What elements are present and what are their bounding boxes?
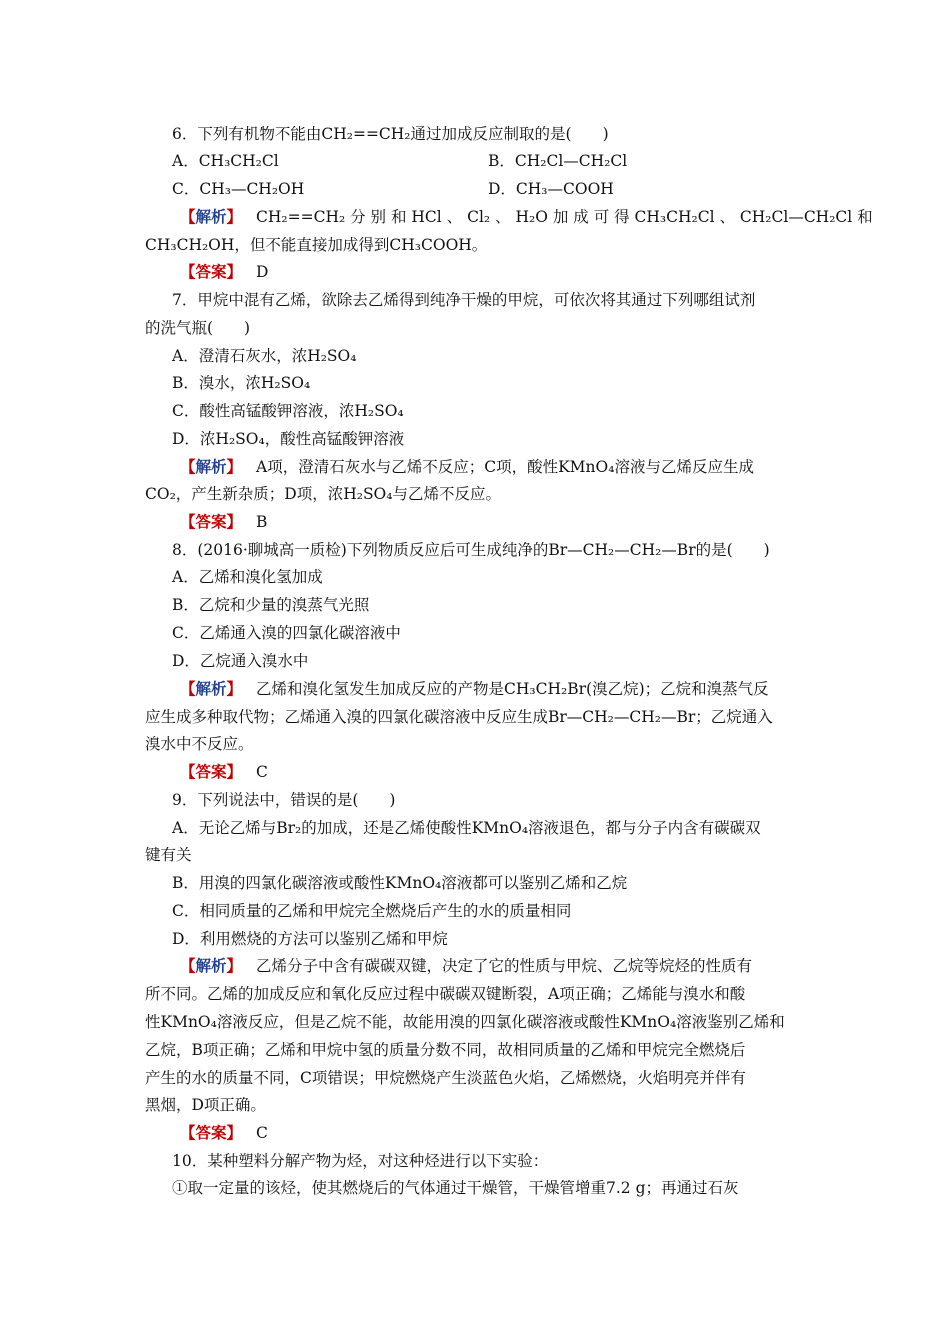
answer-tag: 【答案】 [180, 262, 243, 281]
q8-analysis-line1: 【解析】 乙烯和溴化氢发生加成反应的产物是CH₃CH₂Br(溴乙烷)；乙烷和溴蒸气反 [180, 679, 769, 698]
q9-option-a-line1: A．无论乙烯与Br₂的加成，还是乙烯使酸性KMnO₄溶液退色，都与分子内含有碳碳双 [172, 819, 761, 837]
analysis-tag: 【解析】 [180, 457, 243, 476]
q8-option-d: D．乙烷通入溴水中 [172, 652, 309, 670]
q7-option-b: B．溴水，浓H₂SO₄ [172, 374, 311, 392]
q9-answer: 【答案】 C [180, 1123, 268, 1142]
q6-analysis-line2: CH₃CH₂OH，但不能直接加成得到CH₃COOH。 [145, 236, 488, 254]
q9-option-b: B．用溴的四氯化碳溶液或酸性KMnO₄溶液都可以鉴别乙烯和乙烷 [172, 874, 628, 892]
q7-stem-line1: 7．甲烷中混有乙烯，欲除去乙烯得到纯净干燥的甲烷，可依次将其通过下列哪组试剂 [172, 291, 756, 309]
q6-option-b: B．CH₂Cl—CH₂Cl [488, 152, 628, 170]
q7-option-a: A．澄清石灰水，浓H₂SO₄ [172, 347, 357, 365]
q7-analysis-line1: 【解析】 A项，澄清石灰水与乙烯不反应；C项，酸性KMnO₄溶液与乙烯反应生成 [180, 457, 754, 476]
q7-analysis-line2: CO₂，产生新杂质；D项，浓H₂SO₄与乙烯不反应。 [145, 485, 501, 503]
q9-analysis-line1: 【解析】 乙烯分子中含有碳碳双键，决定了它的性质与甲烷、乙烷等烷烃的性质有 [180, 956, 753, 975]
q9-option-c: C．相同质量的乙烯和甲烷完全燃烧后产生的水的质量相同 [172, 902, 572, 920]
q9-option-d: D．利用燃烧的方法可以鉴别乙烯和甲烷 [172, 930, 448, 948]
analysis-tag: 【解析】 [180, 679, 243, 698]
q9-analysis-line4: 乙烷，B项正确；乙烯和甲烷中氢的质量分数不同，故相同质量的乙烯和甲烷完全燃烧后 [145, 1041, 746, 1059]
q6-option-a: A．CH₃CH₂Cl [172, 152, 279, 170]
q7-stem-line2: 的洗气瓶( ) [145, 319, 251, 337]
q6-analysis-line1: 【解析】 CH₂==CH₂ 分 别 和 HCl 、 Cl₂ 、 H₂O 加 成 可 得 CH₃CH₂Cl 、 CH₂Cl—CH₂Cl 和 [180, 207, 873, 226]
q6-answer: 【答案】 D [180, 262, 269, 281]
q8-stem: 8．(2016·聊城高一质检)下列物质反应后可生成纯净的Br—CH₂—CH₂—Br的是( ) [172, 541, 770, 559]
q10-step1: ①取一定量的该烃，使其燃烧后的气体通过干燥管，干燥管增重7.2 g；再通过石灰 [172, 1179, 739, 1197]
q6-option-c: C．CH₃—CH₂OH [172, 180, 305, 198]
q9-option-a-line2: 键有关 [145, 846, 192, 864]
q8-option-b: B．乙烷和少量的溴蒸气光照 [172, 596, 370, 614]
q10-stem: 10．某种塑料分解产物为烃，对这种烃进行以下实验： [172, 1152, 549, 1170]
answer-tag: 【答案】 [180, 762, 243, 781]
q9-analysis-line2: 所不同。乙烯的加成反应和氧化反应过程中碳碳双键断裂，A项正确；乙烯能与溴水和酸 [145, 985, 746, 1003]
q6-stem: 6．下列有机物不能由CH₂==CH₂通过加成反应制取的是( ) [172, 125, 609, 143]
q7-option-c: C．酸性高锰酸钾溶液，浓H₂SO₄ [172, 402, 404, 420]
q8-analysis-line2: 应生成多种取代物；乙烯通入溴的四氯化碳溶液中反应生成Br—CH₂—CH₂—Br；乙烷通入 [145, 708, 773, 726]
q9-analysis-line5: 产生的水的质量不同，C项错误；甲烷燃烧产生淡蓝色火焰，乙烯燃烧，火焰明亮并伴有 [145, 1069, 746, 1087]
q8-analysis-line3: 溴水中不反应。 [145, 735, 254, 753]
q7-answer: 【答案】 B [180, 512, 268, 531]
analysis-tag: 【解析】 [180, 207, 243, 226]
q9-stem: 9．下列说法中，错误的是( ) [172, 791, 396, 809]
q8-option-a: A．乙烯和溴化氢加成 [172, 568, 323, 586]
q8-option-c: C．乙烯通入溴的四氯化碳溶液中 [172, 624, 401, 642]
q6-option-d: D．CH₃—COOH [488, 180, 614, 198]
answer-tag: 【答案】 [180, 512, 243, 531]
analysis-tag: 【解析】 [180, 956, 243, 975]
answer-tag: 【答案】 [180, 1123, 243, 1142]
q7-option-d: D．浓H₂SO₄，酸性高锰酸钾溶液 [172, 430, 405, 448]
q9-analysis-line6: 黑烟，D项正确。 [145, 1096, 266, 1114]
q9-analysis-line3: 性KMnO₄溶液反应，但是乙烷不能，故能用溴的四氯化碳溶液或酸性KMnO₄溶液鉴别乙烯和 [145, 1013, 785, 1031]
q8-answer: 【答案】 C [180, 762, 268, 781]
